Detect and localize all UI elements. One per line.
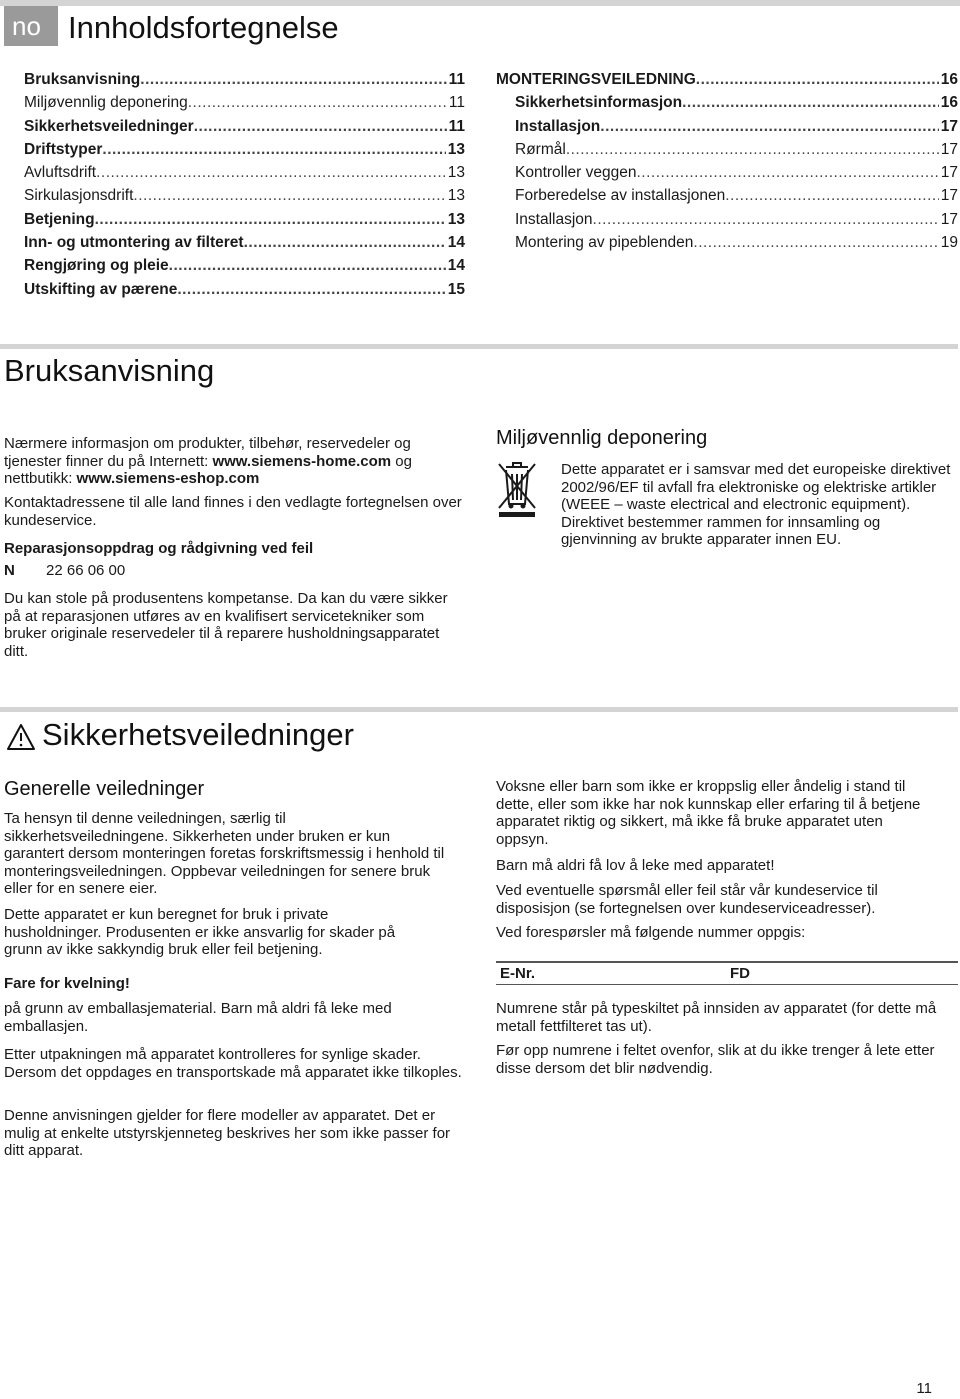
page-title: Innholdsfortegnelse (68, 10, 339, 45)
toc-leader-dots (177, 278, 445, 301)
toc-entry-page: 14 (447, 257, 465, 275)
toc-entry-label: Sikkerhetsveiledninger (24, 117, 194, 135)
weee-crossed-bin-icon (496, 460, 538, 518)
page-number: 11 (916, 1380, 932, 1397)
toc-entry-label: Forberedelse av installasjonen (515, 187, 726, 205)
toc-entry[interactable] (24, 208, 465, 231)
contact-paragraph: Kontaktadressene til alle land finnes i den vedlagte fortegnelsen over kundeservice. (4, 494, 462, 529)
e-nr-label: E-Nr. (500, 965, 536, 982)
toc-entry[interactable] (496, 91, 958, 114)
toc-entry-page: 11 (448, 94, 465, 112)
toc-entry-label: Utskifting av pærene (24, 280, 178, 298)
warning-triangle-icon (6, 723, 36, 751)
toc-leader-dots (682, 91, 939, 114)
toc-entry-label: Betjening (24, 210, 95, 228)
section-rule-bruksanvisning (0, 344, 958, 349)
toc-entry-page: 17 (940, 164, 958, 182)
toc-entry-page: 13 (447, 210, 465, 228)
toc-leader-dots (244, 231, 446, 254)
env-heading: Miljøvennlig deponering (496, 427, 708, 449)
toc-leader-dots (693, 231, 938, 254)
top-rule (0, 0, 960, 6)
safety-right-paragraph-2: Barn må aldri få lov å leke med apparatet! (496, 857, 775, 874)
toc-entry[interactable] (24, 138, 465, 161)
toc-leader-dots (133, 184, 445, 207)
toc-entry-page: 17 (940, 117, 958, 135)
toc-entry-page: 11 (448, 71, 465, 88)
toc-leader-dots (140, 68, 446, 91)
toc-leader-dots (637, 161, 939, 184)
intro-paragraph (4, 435, 462, 488)
toc-entry-label: MONTERINGSVEILEDNING (496, 71, 696, 88)
toc-leader-dots (725, 184, 939, 207)
toc-entry-page: 14 (447, 234, 465, 252)
toc-entry-label: Montering av pipeblenden (515, 234, 694, 252)
e-nr-field[interactable] (496, 961, 958, 985)
toc-leader-dots (169, 254, 446, 277)
toc-entry-label: Sikkerhetsinformasjon (515, 94, 683, 112)
intro-text-2: og nettbutikk: (4, 452, 412, 488)
toc-leader-dots (593, 208, 939, 231)
safety-right-paragraph-3: Ved eventuelle spørsmål eller feil står vår kundeservice til disposisjon (se fortegnelsen over kundeserviceadresser). (496, 882, 878, 917)
phone-row (4, 562, 125, 580)
toc-entry-label: Sirkulasjonsdrift (24, 187, 134, 205)
toc-entry-label: Rørmål (515, 140, 566, 158)
safety-paragraph-1: Ta hensyn til denne veiledningen, særlig til sikkerhetsveiledningene. Sikkerheten under bruken er kun garantert dersom monteringen foretas forskriftsmessig i henhold til monteringsveiledningen. Oppbevar veiledningen for senere bruk eller for en senere eier. (4, 810, 445, 898)
toc-entry-label: Bruksanvisning (24, 71, 141, 88)
toc-entry-label: Miljøvennlig deponering (24, 94, 188, 112)
toc-leader-dots (95, 208, 446, 231)
toc-entry-page: 17 (940, 210, 958, 228)
toc-leader-dots (600, 115, 938, 138)
toc-entry[interactable] (496, 161, 958, 184)
toc-entry[interactable] (496, 115, 958, 138)
toc-leader-dots (194, 115, 447, 138)
toc-entry-label: Avluftsdrift (24, 164, 97, 182)
fd-label: FD (730, 965, 750, 982)
toc-entry[interactable] (496, 68, 958, 91)
repair-heading: Reparasjonsoppdrag og rådgivning ved feil (4, 540, 314, 557)
toc-entry[interactable] (496, 184, 958, 207)
toc-entry[interactable] (24, 231, 465, 254)
env-paragraph: Dette apparatet er i samsvar med det europeiske direktivet 2002/96/EF til avfall fra elektroniske og elektriske artikler (WEEE – waste electrical and electronic equipment). Direktivet bestemmer rammen for innsamling og gjenvinning av brukte apparater innen EU. (561, 461, 951, 549)
toc-entry-page: 17 (940, 187, 958, 205)
toc-entry[interactable] (24, 184, 465, 207)
safety-right-paragraph-5: Numrene står på typeskiltet på innsiden av apparatet (for dette må metall fettfilteret tas ut). (496, 1000, 937, 1035)
toc-entry[interactable] (496, 138, 958, 161)
toc-leader-dots (188, 91, 447, 114)
toc-entry-label: Driftstyper (24, 140, 103, 158)
safety-right-paragraph-6: Før opp numrene i feltet ovenfor, slik at du ikke trenger å lete etter disse dersom det blir nødvendig. (496, 1042, 935, 1077)
phone-country: N (4, 562, 15, 579)
toc-entry-page: 13 (447, 140, 465, 158)
toc-entry-label: Kontroller veggen (515, 164, 637, 182)
toc-entry-page: 16 (940, 71, 958, 88)
toc-entry-label: Installasjon (515, 210, 593, 228)
toc-entry[interactable] (24, 254, 465, 277)
shop-link[interactable]: www.siemens-eshop.com (76, 470, 260, 488)
toc-entry[interactable] (24, 115, 465, 138)
language-badge: no (4, 6, 58, 46)
safety-right-paragraph-4: Ved forespørsler må følgende nummer oppgis: (496, 924, 806, 941)
toc-entry[interactable] (496, 231, 958, 254)
safety-paragraph-4: Etter utpakningen må apparatet kontrolleres for synlige skader. Dersom det oppdages en transportskade må apparatet ikke tilkoples. (4, 1046, 462, 1081)
toc-entry[interactable] (24, 161, 465, 184)
toc-entry-page: 15 (447, 280, 465, 298)
toc-right-column (496, 68, 958, 254)
toc-entry-page: 16 (940, 94, 958, 112)
toc-leader-dots (96, 161, 446, 184)
safety-paragraph-3: på grunn av emballasjematerial. Barn må aldri få leke med emballasjen. (4, 1000, 392, 1035)
safety-paragraph-2: Dette apparatet er kun beregnet for bruk i private husholdninger. Produsenten er ikke ansvarlig for skader på grunn av ikke sakkyndig bruk eller feil betjening. (4, 906, 396, 959)
section-title-bruksanvisning: Bruksanvisning (4, 353, 215, 388)
choke-heading: Fare for kvelning! (4, 975, 130, 992)
trust-paragraph: Du kan stole på produsentens kompetanse. Da kan du være sikker på at reparasjonen utføres av en kvalifisert servicetekniker som bruker originale reservedeler til å reparere husholdningsapparatet ditt. (4, 590, 448, 660)
general-heading: Generelle veiledninger (4, 778, 205, 800)
toc-entry-page: 17 (940, 140, 958, 158)
section-title-safety: Sikkerhetsveiledninger (42, 717, 354, 752)
toc-left-column (24, 68, 465, 301)
section-rule-safety (0, 707, 958, 712)
toc-entry-page: 11 (448, 117, 465, 135)
toc-entry-label: Inn- og utmontering av filteret (24, 234, 244, 252)
website-link[interactable]: www.siemens-home.com (212, 452, 392, 470)
toc-entry-label: Rengjøring og pleie (24, 257, 169, 275)
phone-number: 22 66 06 00 (46, 562, 126, 579)
toc-entry[interactable] (496, 208, 958, 231)
toc-entry-page: 13 (447, 187, 465, 205)
toc-entry[interactable] (24, 68, 465, 91)
intro-text-1: Nærmere informasjon om produkter, tilbehør, reservedeler og tjenester finner du på Internett: (4, 435, 411, 470)
toc-entry[interactable] (24, 278, 465, 301)
safety-paragraph-5: Denne anvisningen gjelder for flere modeller av apparatet. Det er mulig at enkelte utstyrskjenneteg beskrives her som ikke passer for ditt apparat. (4, 1107, 451, 1160)
toc-entry[interactable] (24, 91, 465, 114)
toc-entry-label: Installasjon (515, 117, 601, 135)
toc-leader-dots (696, 68, 939, 91)
toc-entry-page: 13 (447, 164, 465, 182)
toc-entry-page: 19 (940, 234, 958, 252)
toc-leader-dots (566, 138, 939, 161)
safety-right-paragraph-1: Voksne eller barn som ikke er kroppslig eller åndelig i stand til dette, eller som ikke har nok kunnskap eller erfaring til å betjene apparatet riktig og sikkert, må ikke få bruke apparatet uten oppsyn. (496, 778, 921, 848)
toc-leader-dots (102, 138, 445, 161)
